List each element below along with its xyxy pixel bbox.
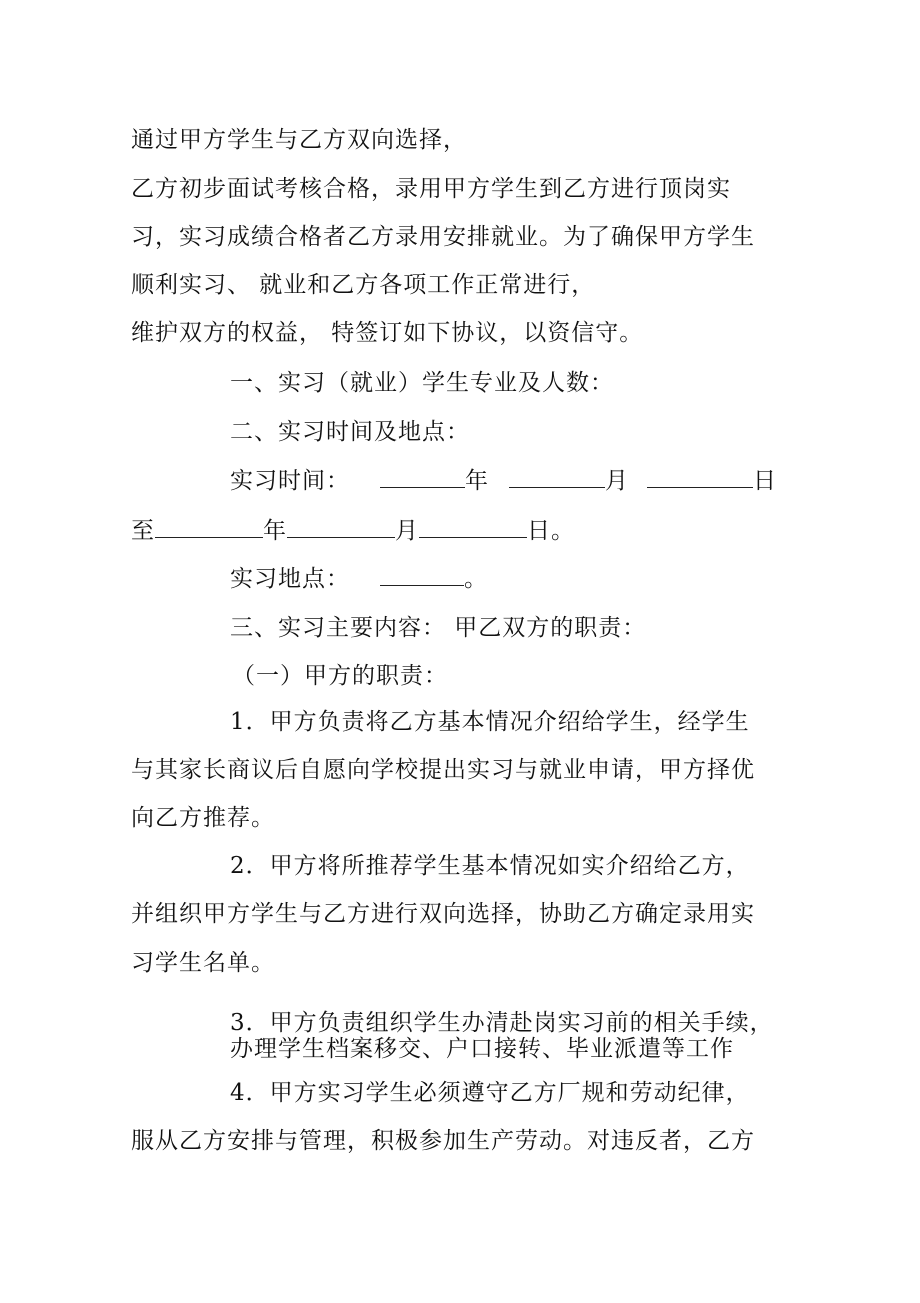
item-1-line-3: 向乙方推荐。 bbox=[131, 805, 275, 831]
item-4-line-1: 4．甲方实习学生必须遵守乙方厂规和劳动纪律， bbox=[230, 1080, 750, 1106]
day-label: 日 bbox=[753, 468, 777, 494]
practice-place-label: 实习地点： bbox=[230, 566, 350, 592]
intro-line-3: 习，实习成绩合格者乙方录用安排就业。为了确保甲方学生 bbox=[131, 224, 755, 250]
item-2-line-1: 2．甲方将所推荐学生基本情况如实介绍给乙方， bbox=[230, 853, 750, 879]
end-month-label: 月 bbox=[395, 518, 419, 544]
item-2-line-3: 习学生名单。 bbox=[131, 950, 275, 976]
intro-line-2: 乙方初步面试考核合格，录用甲方学生到乙方进行顶岗实 bbox=[131, 176, 731, 202]
month-label: 月 bbox=[605, 468, 629, 494]
practice-place-row bbox=[230, 564, 488, 594]
intro-line-1: 通过甲方学生与乙方双向选择， bbox=[131, 127, 467, 153]
intro-line-5: 维护双方的权益， 特签订如下协议，以资信守。 bbox=[131, 320, 644, 346]
end-day-blank[interactable] bbox=[419, 517, 527, 538]
year-label: 年 bbox=[465, 468, 489, 494]
item-3-line-2: 办理学生档案移交、户口接转、毕业派遣等工作 bbox=[230, 1036, 734, 1062]
item-2-line-2: 并组织甲方学生与乙方进行双向选择，协助乙方确定录用实 bbox=[131, 901, 755, 927]
day-blank[interactable] bbox=[647, 467, 753, 488]
end-month-blank[interactable] bbox=[287, 517, 395, 538]
section-2-title: 二、实习时间及地点： bbox=[230, 419, 470, 445]
place-end: 。 bbox=[464, 566, 488, 592]
place-blank[interactable] bbox=[380, 565, 464, 586]
practice-time-label: 实习时间： bbox=[230, 468, 350, 494]
to-label: 至 bbox=[131, 518, 155, 544]
intro-line-4: 顺利实习、 就业和乙方各项工作正常进行， bbox=[131, 272, 596, 298]
month-blank[interactable] bbox=[509, 467, 605, 488]
section-1-title: 一、实习（就业）学生专业及人数： bbox=[230, 370, 614, 396]
end-day-label: 日。 bbox=[527, 518, 575, 544]
item-3-line-1: 3．甲方负责组织学生办清赴岗实习前的相关手续， bbox=[230, 1010, 774, 1036]
section-3-title: 三、实习主要内容： 甲乙双方的职责： bbox=[230, 615, 647, 641]
end-year-blank[interactable] bbox=[155, 517, 263, 538]
end-year-label: 年 bbox=[263, 518, 287, 544]
item-1-line-2: 与其家长商议后自愿向学校提出实习与就业申请，甲方择优 bbox=[131, 757, 755, 783]
practice-time-end-row bbox=[131, 516, 575, 546]
year-blank[interactable] bbox=[380, 467, 465, 488]
subsection-a-title: （一）甲方的职责： bbox=[232, 663, 448, 689]
item-1-line-1: 1．甲方负责将乙方基本情况介绍给学生，经学生 bbox=[230, 709, 750, 735]
item-4-line-2: 服从乙方安排与管理，积极参加生产劳动。对违反者，乙方 bbox=[131, 1128, 755, 1154]
practice-time-row bbox=[230, 466, 777, 496]
